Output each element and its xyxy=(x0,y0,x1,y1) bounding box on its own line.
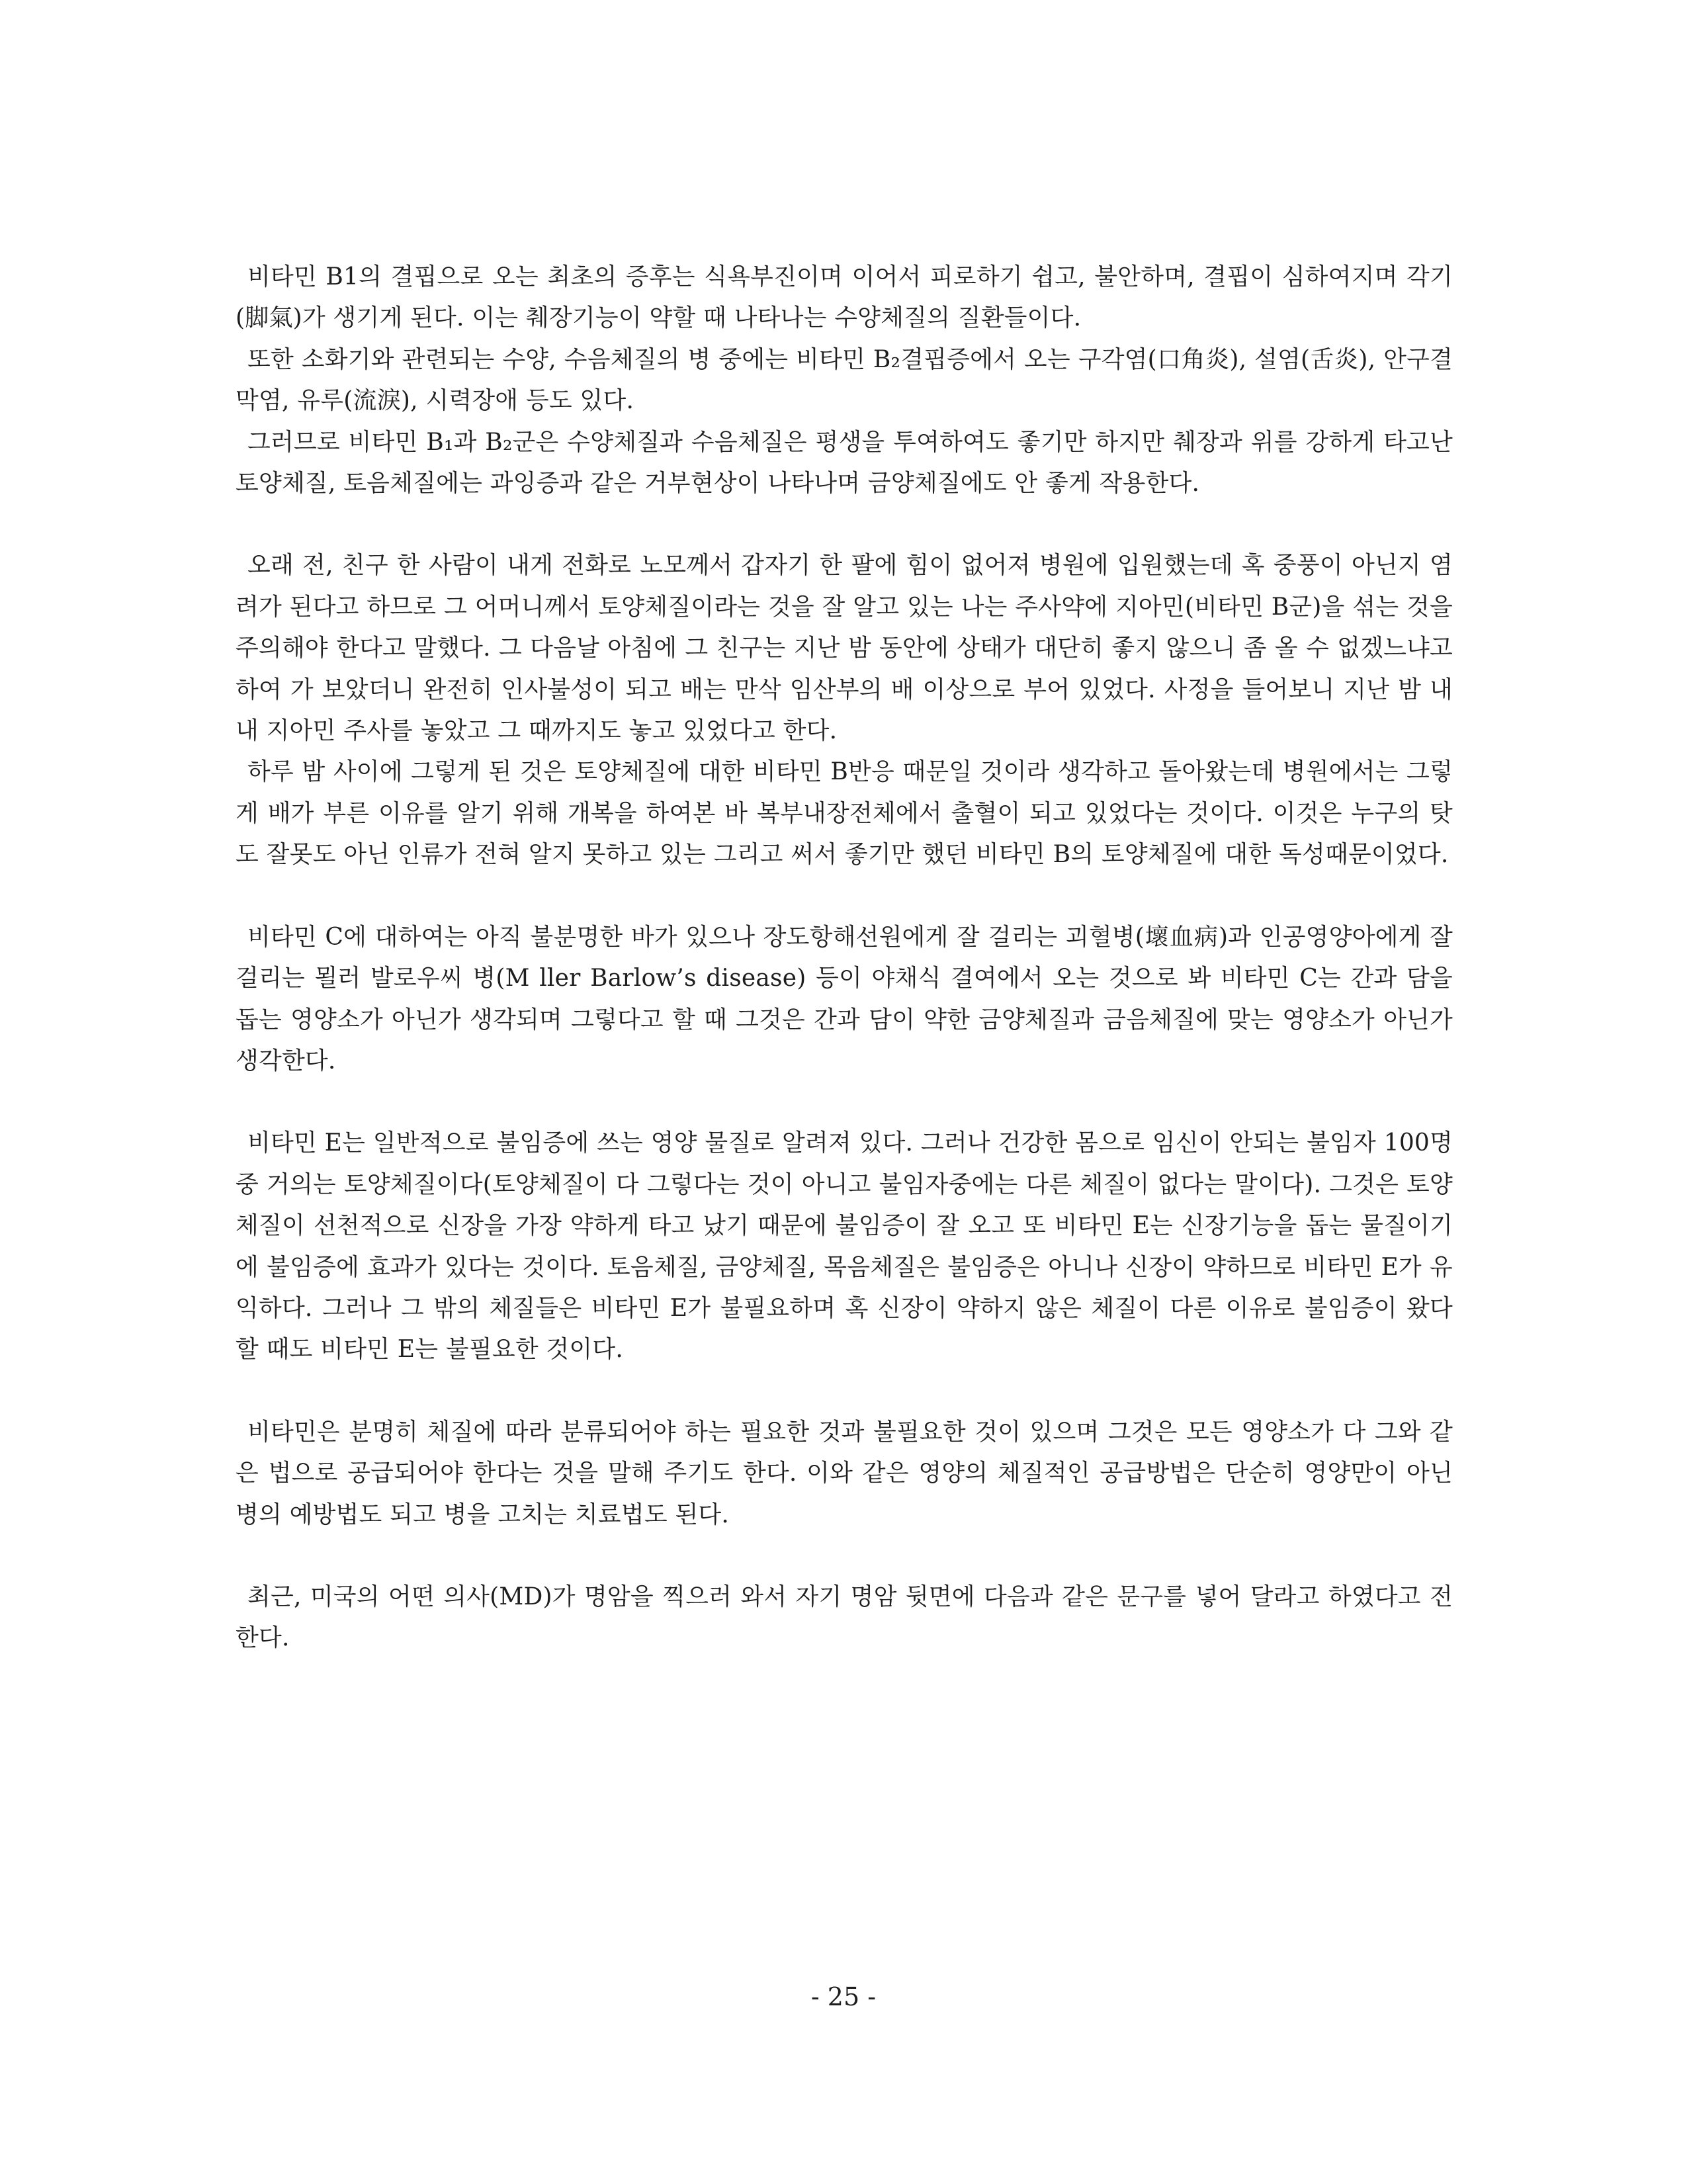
page-number: - 25 - xyxy=(810,1982,877,2011)
paragraph-b-group-constitution: 그러므로 비타민 B₁과 B₂군은 수양체질과 수음체질은 평생을 투여하여도 좋기만 하지만 췌장과 위를 강하게 타고난 토양체질, 토음체질에는 과잉증과 같은 거부현상이 나타나며 금양체질에도 안 좋게 작용한다. xyxy=(236,428,1453,498)
paragraph-vitamin-b1: 비타민 B1의 결핍으로 오는 최초의 증후는 식욕부진이며 이어서 피로하기 쉽고, 불안하며, 결핍이 심하여지며 각기(脚氣)가 생기게 된다. 이는 췌장기능이 약할 때 나타나는 수양체질의 질환들이다. xyxy=(236,263,1453,332)
paragraph-gap xyxy=(236,1371,1453,1412)
paragraph-friend-story: 오래 전, 친구 한 사람이 내게 전화로 노모께서 갑자기 한 팔에 힘이 없어져 병원에 입원했는데 혹 중풍이 아닌지 염려가 된다고 하므로 그 어머니께서 토양체질이라는 것을 잘 알고 있는 나는 주사약에 지아민(비타민 B군)을 섞는 것을 주의해야 한다고 말했다. 그 다음날 아침에 그 친구는 지난 밤 동안에 상태가 대단히 좋지 않으니 좀 올 수 없겠느냐고 하여 가 보았더니 완전히 인사불성이 되고 배는 만삭 임산부의 배 이상으로 부어 있었다. 사정을 들어보니 지난 밤 내내 지아민 주사를 놓았고 그 때까지도 놓고 있었다고 한다. xyxy=(236,552,1453,745)
paragraph-gap xyxy=(236,876,1453,917)
paragraph-gap xyxy=(236,504,1453,545)
paragraph-vitamin-b2: 또한 소화기와 관련되는 수양, 수음체질의 병 중에는 비타민 B₂결핍증에서 오는 구각염(口角炎), 설염(舌炎), 안구결막염, 유루(流淚), 시력장애 등도 있다. xyxy=(236,345,1453,415)
paragraph-business-card: 최근, 미국의 어떤 의사(MD)가 명암을 찍으러 와서 자기 명암 뒷면에 다음과 같은 문구를 넣어 달라고 하였다고 전한다. xyxy=(236,1583,1453,1652)
paragraph-vitamin-classification: 비타민은 분명히 체질에 따라 분류되어야 하는 필요한 것과 불필요한 것이 있으며 그것은 모든 영양소가 다 그와 같은 법으로 공급되어야 한다는 것을 말해 주기도 한다. 이와 같은 영양의 체질적인 공급방법은 단순히 영양만이 아닌 병의 예방법도 되고 병을 고치는 치료법도 된다. xyxy=(236,1418,1453,1528)
paragraph-gap xyxy=(236,1082,1453,1123)
body-text xyxy=(236,257,1453,1659)
paragraph-vitamin-b-toxicity: 하루 밤 사이에 그렇게 된 것은 토양체질에 대한 비타민 B반응 때문일 것이라 생각하고 돌아왔는데 병원에서는 그렇게 배가 부른 이유를 알기 위해 개복을 하여본 바 복부내장전체에서 출혈이 되고 있었다는 것이다. 이것은 누구의 탓도 잘못도 아닌 인류가 전혀 알지 못하고 있는 그리고 써서 좋기만 했던 비타민 B의 토양체질에 대한 독성때문이었다. xyxy=(236,758,1453,869)
paragraph-gap xyxy=(236,1536,1453,1577)
paragraph-vitamin-e: 비타민 E는 일반적으로 불임증에 쓰는 영양 물질로 알려져 있다. 그러나 건강한 몸으로 임신이 안되는 불임자 100명 중 거의는 토양체질이다(토양체질이 다 그렇다는 것이 아니고 불임자중에는 다른 체질이 없다는 말이다). 그것은 토양체질이 선천적으로 신장을 가장 약하게 타고 났기 때문에 불임증이 잘 오고 또 비타민 E는 신장기능을 돕는 물질이기에 불임증에 효과가 있다는 것이다. 토음체질, 금양체질, 목음체질은 불임증은 아니나 신장이 약하므로 비타민 E가 유익하다. 그러나 그 밖의 체질들은 비타민 E가 불필요하며 혹 신장이 약하지 않은 체질이 다른 이유로 불임증이 왔다 할 때도 비타민 E는 불필요한 것이다. xyxy=(236,1129,1453,1364)
paragraph-vitamin-c: 비타민 C에 대하여는 아직 불분명한 바가 있으나 장도항해선원에게 잘 걸리는 괴혈병(壞血病)과 인공영양아에게 잘 걸리는 묄러 발로우씨 병(M ller Barlow’s disease) 등이 야채식 결여에서 오는 것으로 봐 비타민 C는 간과 담을 돕는 영양소가 아닌가 생각되며 그렇다고 할 때 그것은 간과 담이 약한 금양체질과 금음체질에 맞는 영양소가 아닌가 생각한다. xyxy=(236,923,1453,1074)
